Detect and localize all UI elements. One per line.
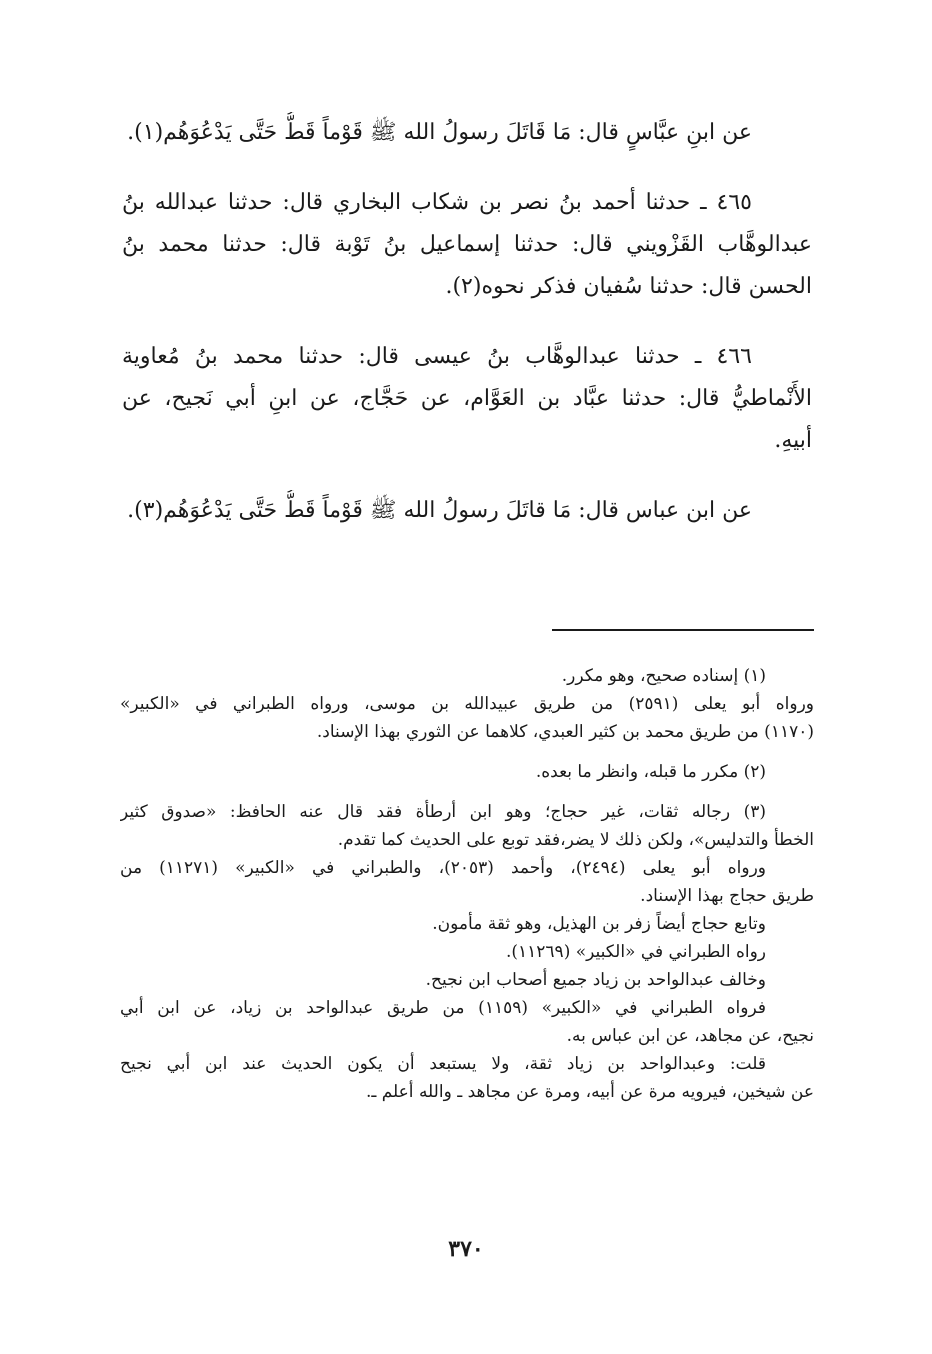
text-line: وخالف عبدالواحد بن زياد جميع أصحاب ابن نجيح. xyxy=(425,970,766,990)
text-line: ورواه أبو يعلى (٢٥٩١) من طريق عبيدالله بن موسى، ورواه الطبراني في «الكبير» xyxy=(120,694,814,714)
footnotes xyxy=(120,662,814,1106)
text-line: (٣) رجاله ثقات، غير حجاج؛ وهو ابن أرطأة فقد قال عنه الحافظ: «صدوق كثير xyxy=(120,802,766,822)
spacer xyxy=(122,154,812,182)
spacer xyxy=(122,308,812,336)
text-line: ٤٦٦ ـ حدثنا عبدالوهَّاب بنُ عيسى قال: حدثنا محمد بنُ مُعاوية xyxy=(122,344,752,369)
text-line: الخطأ والتدليس»، ولكن ذلك لا يضر،فقد توبع على الحديث كما تقدم. xyxy=(337,830,814,850)
text-line: ٤٦٥ ـ حدثنا أحمد بنُ نصر بن شكاب البخاري قال: حدثنا عبدالله بنُ xyxy=(122,190,752,215)
text-line: (١) إسناده صحيح، وهو مكرر. xyxy=(561,666,766,686)
text-line: أبيهِ. xyxy=(774,428,812,453)
text-line: رواه الطبراني في «الكبير» (١١٢٦٩). xyxy=(505,942,766,962)
text-line: طريق حجاج بهذا الإسناد. xyxy=(640,886,814,906)
text-line: عن ابنِ عبَّاسٍ قال: مَا قَاتَلَ رسولُ الله ﷺ قَوْماً قَطُّ حَتَّى يَدْعُوَهُم(١). xyxy=(127,120,752,145)
spacer xyxy=(122,462,812,490)
text-line: فرواه الطبراني في «الكبير» (١١٥٩) من طريق عبدالواحد بن زياد، عن ابن أبي xyxy=(120,998,766,1018)
text-line: عن شيخين، فيرويه مرة عن أبيه، ومرة عن مجاهد ـ والله أعلم ـ. xyxy=(365,1082,814,1102)
text-line: عن ابن عباس قال: مَا قاتَلَ رسولُ الله ﷺ قَوْماً قَطُّ حَتَّى يَدْعُوَهُم(٣). xyxy=(127,498,752,523)
spacer xyxy=(120,746,814,758)
text-line: (١١٧٠) من طريق محمد بن كثير العبدي، كلاهما عن الثوري بهذا الإسناد. xyxy=(316,722,814,742)
text-line: (٢) مكرر ما قبله، وانظر ما بعده. xyxy=(535,762,766,782)
text-line: قلت: وعبدالواحد بن زياد ثقة، ولا يستبعد أن يكون الحديث عند ابن أبي نجيح xyxy=(120,1054,766,1074)
text-line: ورواه أبو يعلى (٢٤٩٤)، وأحمد (٢٠٥٣)، والطبراني في «الكبير» (١١٢٧١) من xyxy=(120,858,766,878)
text-line: وتابع حجاج أيضاً زفر بن الهذيل، وهو ثقة مأمون. xyxy=(432,914,766,934)
text-line: عبدالوهَّاب القَزْويني قال: حدثنا إسماعيل بنُ تَوْبة قال: حدثنا محمد بنُ xyxy=(122,232,812,257)
text-line: الأَنْماطيُّ قال: حدثنا عبَّاد بن العَوَّام، عن حَجَّاج، عن ابنِ أبي نَجيح، عن xyxy=(122,386,812,411)
footnote-separator xyxy=(552,629,814,631)
spacer xyxy=(120,786,814,798)
page-number: ٣٧٠ xyxy=(448,1236,484,1262)
text-line: نجيح، عن مجاهد، عن ابن عباس به. xyxy=(566,1026,814,1046)
main-text xyxy=(122,112,812,532)
text-line: الحسن قال: حدثنا سُفيان فذكر نحوه(٢). xyxy=(445,274,812,299)
